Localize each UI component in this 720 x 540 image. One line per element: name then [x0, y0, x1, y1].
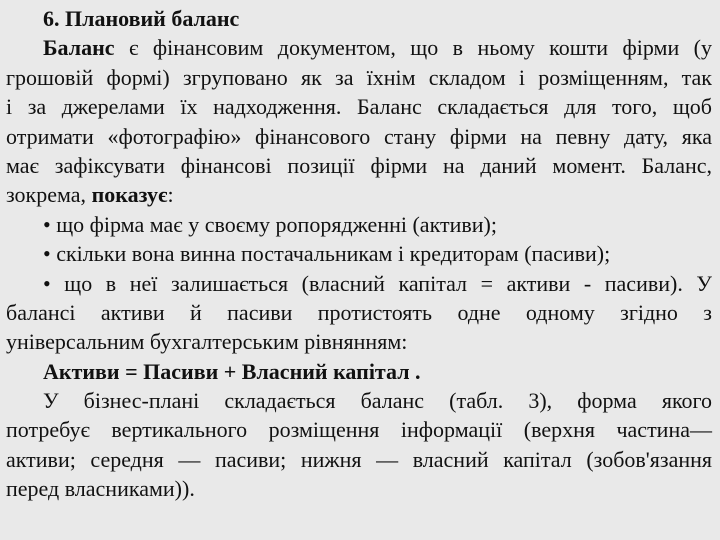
bullet-liabilities: • скільки вона винна постачальникам і кредиторам (пасиви); [43, 241, 611, 267]
definition-line-5: має зафіксувати фінансові позиції фірми на даний момент. Баланс, [6, 152, 712, 178]
definition-line-6 [6, 180, 712, 209]
balance-equation: Активи = Пасиви + Власний капітал . [43, 358, 421, 384]
bullet-assets: • що фірма має у своєму ропорядженні (активи); [43, 211, 497, 237]
business-plan-line-1: У бізнес-плані складається баланс (табл. 3), форма якого [43, 388, 712, 414]
definition-line-1 [6, 33, 712, 62]
bullet-equity-line-1: • що в неї залишається (власний капітал = активи - пасиви). У [43, 270, 712, 296]
bullet-equity-line-3: універсальним бухгалтерським рівнянням: [6, 329, 408, 355]
section-heading: 6. Плановий баланс [43, 6, 240, 31]
definition-term: Баланс [43, 35, 115, 61]
definition-line-6-text: зокрема, [6, 182, 92, 208]
shows-keyword: показує [91, 182, 168, 208]
definition-line-6-colon: : [167, 182, 174, 208]
definition-line-1-text: є фінансовим документом, що в ньому кошти фірми (у [114, 35, 712, 61]
definition-line-3: і за джерелами їх надходження. Баланс складається для того, щоб [6, 94, 712, 120]
definition-line-2: грошовій формі) згруповано як за їхнім складом і розміщенням, так [6, 64, 712, 90]
definition-line-4: отримати «фотографію» фінансового стану фірми на певну дату, яка [6, 123, 712, 149]
bullet-equity-line-2: балансі активи й пасиви протистоять одне одному згідно з [6, 299, 712, 325]
business-plan-line-2: потребує вертикального розміщення інформації (верхня частина— [6, 417, 712, 443]
business-plan-line-3: активи; середня — пасиви; нижня — власний капітал (зобов'язання [6, 446, 712, 472]
business-plan-line-4: перед власниками)). [6, 476, 195, 502]
